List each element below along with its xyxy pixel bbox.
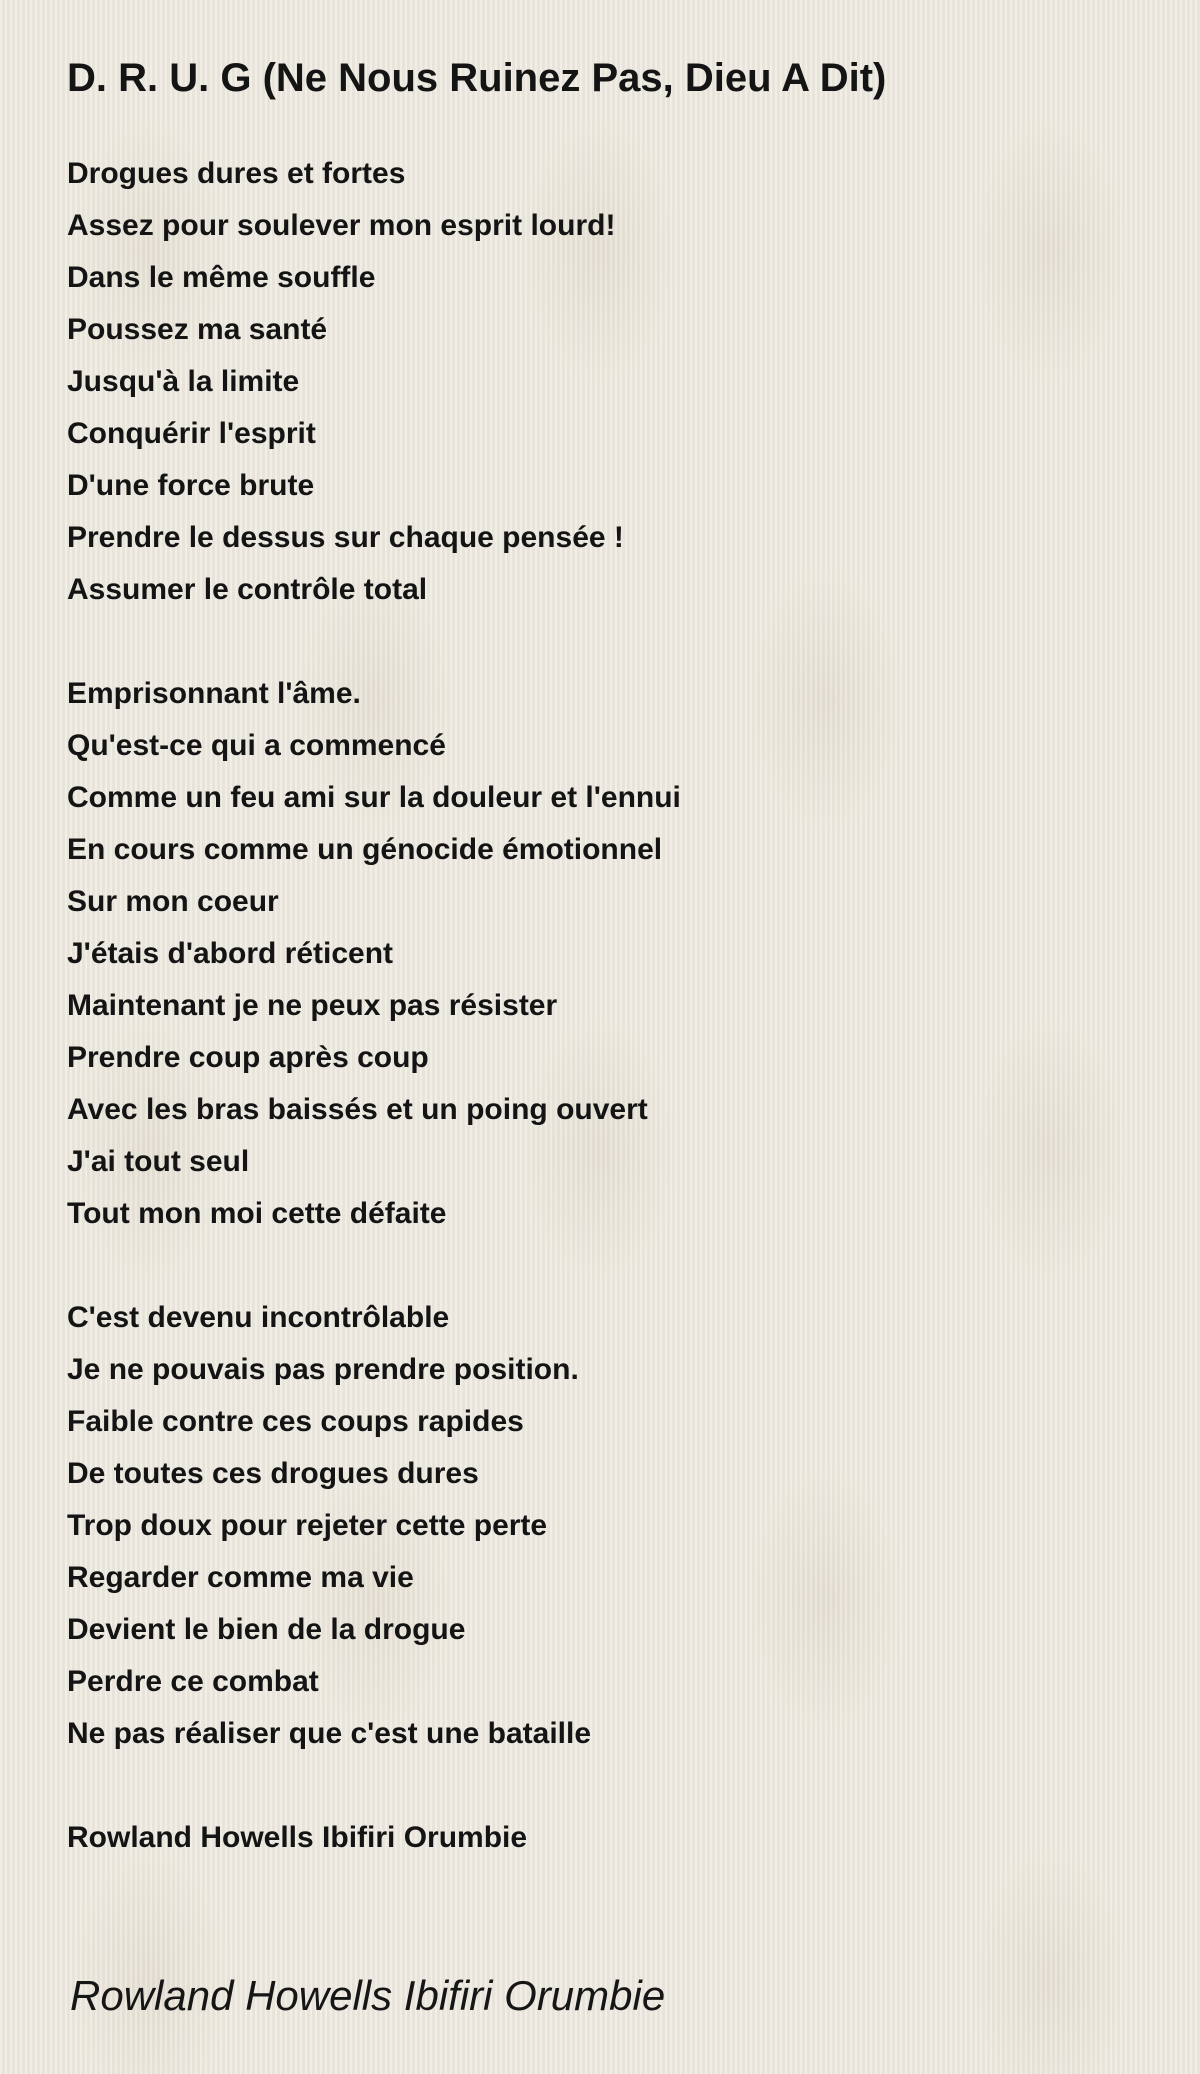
poem-line: Jusqu'à la limite (67, 365, 300, 398)
author-signature: Rowland Howells Ibifiri Orumbie (70, 1972, 666, 2019)
poem-line: Prendre coup après coup (67, 1041, 429, 1074)
poem-line: Avec les bras baissés et un poing ouvert (67, 1093, 648, 1126)
poem-line: Faible contre ces coups rapides (67, 1405, 524, 1438)
poem-author: Rowland Howells Ibifiri Orumbie (67, 1821, 528, 1854)
poem-line: D'une force brute (67, 469, 315, 502)
poem-line: Sur mon coeur (67, 885, 279, 918)
poem-line: Je ne pouvais pas prendre position. (67, 1353, 579, 1386)
poem-line: C'est devenu incontrôlable (67, 1301, 450, 1334)
stanza-2 (67, 668, 1147, 1240)
poem-line: Regarder comme ma vie (67, 1561, 414, 1594)
poem-line: Emprisonnant l'âme. (67, 677, 361, 710)
poem-line: Perdre ce combat (67, 1665, 319, 1698)
poem-line: Dans le même souffle (67, 261, 376, 294)
poem-line: J'étais d'abord réticent (67, 937, 394, 970)
poem-body (67, 148, 1147, 1864)
poem-line: De toutes ces drogues dures (67, 1457, 479, 1490)
poem-line: Qu'est-ce qui a commencé (67, 729, 446, 762)
poem-title: D. R. U. G (Ne Nous Ruinez Pas, Dieu A Dit) (67, 56, 887, 100)
poem-line: Trop doux pour rejeter cette perte (67, 1509, 548, 1542)
stanza-3 (67, 1292, 1147, 1760)
stanza-1 (67, 148, 1147, 616)
poem-line: Comme un feu ami sur la douleur et l'ennui (67, 781, 681, 814)
poem-line: J'ai tout seul (67, 1145, 250, 1178)
poem-line: Assumer le contrôle total (67, 573, 428, 606)
poem-line: Assez pour soulever mon esprit lourd! (67, 209, 616, 242)
poem-line: Prendre le dessus sur chaque pensée ! (67, 521, 624, 554)
poem-line: En cours comme un génocide émotionnel (67, 833, 663, 866)
poem-line: Maintenant je ne peux pas résister (67, 989, 558, 1022)
poem-line: Devient le bien de la drogue (67, 1613, 466, 1646)
poem-line: Conquérir l'esprit (67, 417, 316, 450)
poem-line: Poussez ma santé (67, 313, 328, 346)
poem-line: Ne pas réaliser que c'est une bataille (67, 1717, 592, 1750)
poem-line: Drogues dures et fortes (67, 157, 406, 190)
poem-line: Tout mon moi cette défaite (67, 1197, 447, 1230)
